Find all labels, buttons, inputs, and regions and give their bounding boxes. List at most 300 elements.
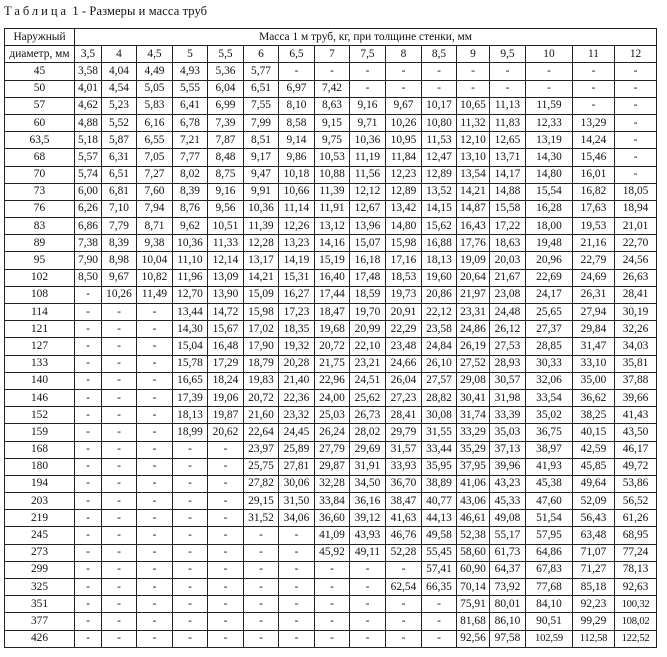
mass-cell: 5,18 xyxy=(75,132,102,149)
mass-cell: 12,89 xyxy=(422,166,457,183)
mass-cell: 11,59 xyxy=(526,97,573,114)
mass-cell: 15,98 xyxy=(244,304,279,321)
mass-cell: 25,65 xyxy=(526,304,573,321)
mass-cell: - xyxy=(244,630,279,647)
thickness-header: 4,5 xyxy=(137,46,173,63)
mass-cell: 86,10 xyxy=(490,613,526,630)
mass-cell: 9,71 xyxy=(350,114,386,131)
mass-cell: 12,89 xyxy=(386,183,422,200)
mass-cell: 20,72 xyxy=(244,389,279,406)
mass-cell: 24,51 xyxy=(350,372,386,389)
mass-cell: 39,66 xyxy=(615,389,657,406)
mass-cell: 122,52 xyxy=(615,630,657,647)
mass-cell: 27,94 xyxy=(573,304,615,321)
table-row xyxy=(5,132,657,149)
mass-cell: 92,56 xyxy=(457,630,490,647)
table-row xyxy=(5,544,657,561)
mass-cell: 12,47 xyxy=(422,149,457,166)
mass-cell: 30,08 xyxy=(422,407,457,424)
mass-cell: - xyxy=(386,63,422,80)
mass-cell: 20,91 xyxy=(386,304,422,321)
mass-cell: 100,32 xyxy=(615,596,657,613)
mass-cell: - xyxy=(615,80,657,97)
mass-cell: 64,86 xyxy=(526,544,573,561)
mass-cell: 5,57 xyxy=(75,149,102,166)
mass-cell: - xyxy=(573,97,615,114)
mass-cell: 9,17 xyxy=(244,149,279,166)
mass-cell: 16,65 xyxy=(173,372,208,389)
mass-cell: 23,21 xyxy=(350,355,386,372)
mass-cell: 8,48 xyxy=(208,149,244,166)
mass-cell: - xyxy=(75,372,102,389)
mass-cell: 27,82 xyxy=(244,475,279,492)
mass-cell: 23,31 xyxy=(457,304,490,321)
mass-cell: 4,93 xyxy=(173,63,208,80)
mass-cell: 11,33 xyxy=(208,235,244,252)
mass-cell: - xyxy=(244,527,279,544)
mass-cell: 26,31 xyxy=(573,286,615,303)
mass-cell: - xyxy=(279,544,315,561)
mass-cell: 13,19 xyxy=(526,132,573,149)
mass-cell: - xyxy=(279,579,315,596)
mass-cell: 9,38 xyxy=(137,235,173,252)
table-row xyxy=(5,493,657,510)
mass-cell: 10,26 xyxy=(102,286,137,303)
mass-cell: 17,16 xyxy=(386,252,422,269)
mass-cell: - xyxy=(102,579,137,596)
diameter-cell: 194 xyxy=(5,475,75,492)
table-row xyxy=(5,407,657,424)
mass-cell: 57,95 xyxy=(526,527,573,544)
mass-cell: 35,95 xyxy=(422,458,457,475)
diameter-cell: 152 xyxy=(5,407,75,424)
thickness-header: 9,5 xyxy=(490,46,526,63)
mass-cell: 29,69 xyxy=(350,441,386,458)
mass-cell: 14,21 xyxy=(457,183,490,200)
mass-cell: 16,48 xyxy=(208,338,244,355)
mass-cell: 24,69 xyxy=(573,269,615,286)
mass-cell: 21,60 xyxy=(244,407,279,424)
mass-cell: 17,39 xyxy=(173,389,208,406)
mass-cell: - xyxy=(279,596,315,613)
mass-cell: 49,58 xyxy=(422,527,457,544)
mass-cell: 26,19 xyxy=(457,338,490,355)
mass-cell: 12,26 xyxy=(279,218,315,235)
mass-cell: - xyxy=(208,579,244,596)
mass-cell: 67,83 xyxy=(526,561,573,578)
mass-cell: 33,39 xyxy=(490,407,526,424)
mass-cell: 24,66 xyxy=(386,355,422,372)
mass-cell: 51,54 xyxy=(526,510,573,527)
mass-cell: 10,36 xyxy=(244,200,279,217)
mass-cell: - xyxy=(137,630,173,647)
mass-cell: 33,54 xyxy=(526,389,573,406)
mass-cell: 11,53 xyxy=(422,132,457,149)
mass-cell: 68,95 xyxy=(615,527,657,544)
mass-cell: - xyxy=(422,80,457,97)
mass-cell: - xyxy=(102,321,137,338)
mass-cell: 22,69 xyxy=(526,269,573,286)
mass-cell: - xyxy=(102,458,137,475)
mass-cell: 7,10 xyxy=(102,200,137,217)
mass-cell: 57,41 xyxy=(422,561,457,578)
mass-cell: 56,43 xyxy=(573,510,615,527)
mass-cell: 19,48 xyxy=(526,235,573,252)
mass-cell: - xyxy=(102,407,137,424)
mass-cell: 22,36 xyxy=(279,389,315,406)
mass-cell: - xyxy=(75,527,102,544)
mass-cell: 84,10 xyxy=(526,596,573,613)
mass-cell: - xyxy=(173,561,208,578)
mass-cell: - xyxy=(137,493,173,510)
thickness-header: 11 xyxy=(573,46,615,63)
mass-cell: 24,45 xyxy=(279,424,315,441)
mass-cell: 7,42 xyxy=(315,80,350,97)
mass-cell: 70,14 xyxy=(457,579,490,596)
mass-cell: 24,56 xyxy=(615,252,657,269)
diameter-cell: 76 xyxy=(5,200,75,217)
mass-cell: 34,06 xyxy=(279,510,315,527)
mass-cell: 35,29 xyxy=(457,441,490,458)
table-row xyxy=(5,441,657,458)
mass-cell: 7,99 xyxy=(244,114,279,131)
mass-cell: - xyxy=(350,63,386,80)
thickness-header: 5 xyxy=(173,46,208,63)
table-row xyxy=(5,200,657,217)
mass-cell: 16,43 xyxy=(457,218,490,235)
mass-cell: 9,91 xyxy=(244,183,279,200)
table-row xyxy=(5,63,657,80)
mass-cell: 7,39 xyxy=(208,114,244,131)
mass-cell: 5,87 xyxy=(102,132,137,149)
mass-cell: 22,10 xyxy=(350,338,386,355)
mass-cell: 11,10 xyxy=(173,252,208,269)
mass-cell: 4,49 xyxy=(137,63,173,80)
mass-cell: - xyxy=(102,441,137,458)
mass-cell: - xyxy=(137,458,173,475)
mass-cell: 81,68 xyxy=(457,613,490,630)
mass-cell: - xyxy=(102,372,137,389)
mass-cell: 49,64 xyxy=(573,475,615,492)
mass-cell: - xyxy=(208,441,244,458)
table-row xyxy=(5,252,657,269)
mass-cell: 6,99 xyxy=(208,97,244,114)
diameter-cell: 168 xyxy=(5,441,75,458)
mass-cell: 36,70 xyxy=(386,475,422,492)
caption-label: Таблица xyxy=(4,4,70,18)
mass-cell: - xyxy=(102,630,137,647)
mass-cell: 38,97 xyxy=(526,441,573,458)
mass-cell: 23,58 xyxy=(422,321,457,338)
diameter-cell: 102 xyxy=(5,269,75,286)
mass-cell: 18,13 xyxy=(422,252,457,269)
mass-cell: 10,51 xyxy=(208,218,244,235)
thickness-header: 7,5 xyxy=(350,46,386,63)
mass-cell: 21,01 xyxy=(615,218,657,235)
mass-cell: - xyxy=(75,510,102,527)
thickness-header: 9 xyxy=(457,46,490,63)
mass-cell: 24,00 xyxy=(315,389,350,406)
mass-cell: 14,88 xyxy=(490,183,526,200)
mass-cell: - xyxy=(208,475,244,492)
mass-cell: 35,02 xyxy=(526,407,573,424)
mass-cell: 6,97 xyxy=(279,80,315,97)
mass-cell: 16,27 xyxy=(279,286,315,303)
mass-cell: 8,10 xyxy=(279,97,315,114)
mass-cell: 7,90 xyxy=(75,252,102,269)
mass-cell: - xyxy=(208,613,244,630)
mass-cell: 6,51 xyxy=(244,80,279,97)
mass-cell: 18,79 xyxy=(244,355,279,372)
mass-cell: 7,55 xyxy=(244,97,279,114)
mass-cell: - xyxy=(102,596,137,613)
mass-cell: - xyxy=(102,527,137,544)
mass-cell: 19,70 xyxy=(350,304,386,321)
mass-cell: 9,62 xyxy=(173,218,208,235)
mass-cell: 7,94 xyxy=(137,200,173,217)
diameter-cell: 140 xyxy=(5,372,75,389)
mass-cell: 22,12 xyxy=(422,304,457,321)
diameter-cell: 83 xyxy=(5,218,75,235)
thickness-header: 8 xyxy=(386,46,422,63)
header-row-2 xyxy=(5,46,657,63)
mass-cell: 15,62 xyxy=(422,218,457,235)
mass-cell: - xyxy=(102,475,137,492)
mass-cell: 5,23 xyxy=(102,97,137,114)
mass-cell: 13,12 xyxy=(315,218,350,235)
mass-cell: 77,24 xyxy=(615,544,657,561)
mass-cell: 16,18 xyxy=(350,252,386,269)
mass-cell: 5,05 xyxy=(137,80,173,97)
mass-cell: - xyxy=(208,493,244,510)
mass-cell: 5,77 xyxy=(244,63,279,80)
mass-cell: - xyxy=(422,613,457,630)
mass-cell: 13,09 xyxy=(208,269,244,286)
mass-cell: 10,36 xyxy=(173,235,208,252)
mass-cell: 10,53 xyxy=(315,149,350,166)
mass-cell: 6,78 xyxy=(173,114,208,131)
mass-cell: 17,90 xyxy=(244,338,279,355)
table-body xyxy=(5,63,657,647)
mass-cell: 10,04 xyxy=(137,252,173,269)
mass-cell: 6,31 xyxy=(102,149,137,166)
mass-cell: 28,93 xyxy=(490,355,526,372)
mass-cell: 71,07 xyxy=(573,544,615,561)
mass-cell: - xyxy=(75,544,102,561)
mass-cell: 10,80 xyxy=(422,114,457,131)
mass-cell: 27,37 xyxy=(526,321,573,338)
mass-cell: 31,50 xyxy=(279,493,315,510)
mass-cell: 23,48 xyxy=(386,338,422,355)
mass-cell: 7,77 xyxy=(173,149,208,166)
mass-cell: 52,38 xyxy=(457,527,490,544)
mass-cell: - xyxy=(102,544,137,561)
mass-cell: 18,24 xyxy=(208,372,244,389)
mass-cell: - xyxy=(137,407,173,424)
diameter-cell: 50 xyxy=(5,80,75,97)
mass-cell: 18,53 xyxy=(386,269,422,286)
diameter-cell: 68 xyxy=(5,149,75,166)
mass-cell: 16,40 xyxy=(315,269,350,286)
mass-cell: 8,02 xyxy=(173,166,208,183)
mass-cell: 47,60 xyxy=(526,493,573,510)
mass-cell: 25,89 xyxy=(279,441,315,458)
mass-cell: - xyxy=(137,304,173,321)
mass-cell: 99,29 xyxy=(573,613,615,630)
mass-cell: 9,75 xyxy=(315,132,350,149)
mass-cell: - xyxy=(350,630,386,647)
mass-cell: 10,95 xyxy=(386,132,422,149)
mass-cell: 45,38 xyxy=(526,475,573,492)
mass-cell: 55,17 xyxy=(490,527,526,544)
mass-cell: 42,59 xyxy=(573,441,615,458)
mass-cell: 45,92 xyxy=(315,544,350,561)
mass-cell: 14,15 xyxy=(422,200,457,217)
table-row xyxy=(5,183,657,200)
mass-cell: - xyxy=(386,613,422,630)
table-caption xyxy=(4,4,207,18)
thickness-header: 10 xyxy=(526,46,573,63)
mass-cell: 64,37 xyxy=(490,561,526,578)
mass-cell: 6,55 xyxy=(137,132,173,149)
mass-cell: 13,54 xyxy=(457,166,490,183)
mass-cell: 10,82 xyxy=(137,269,173,286)
mass-cell: 12,70 xyxy=(173,286,208,303)
mass-cell: 26,10 xyxy=(422,355,457,372)
diameter-header-bottom: диаметр, мм xyxy=(5,46,75,63)
mass-cell: 18,05 xyxy=(615,183,657,200)
diameter-cell: 377 xyxy=(5,613,75,630)
mass-cell: - xyxy=(173,458,208,475)
mass-cell: 7,79 xyxy=(102,218,137,235)
mass-cell: - xyxy=(315,630,350,647)
mass-cell: 12,67 xyxy=(350,200,386,217)
table-row xyxy=(5,596,657,613)
mass-cell: - xyxy=(422,63,457,80)
mass-cell: - xyxy=(75,458,102,475)
diameter-cell: 180 xyxy=(5,458,75,475)
mass-cell: 15,07 xyxy=(350,235,386,252)
mass-cell: 46,61 xyxy=(457,510,490,527)
mass-cell: 32,26 xyxy=(615,321,657,338)
mass-cell: 22,64 xyxy=(244,424,279,441)
mass-cell: 33,93 xyxy=(386,458,422,475)
table-row xyxy=(5,458,657,475)
mass-cell: - xyxy=(315,63,350,80)
table-row xyxy=(5,475,657,492)
mass-cell: - xyxy=(137,338,173,355)
mass-cell: 19,32 xyxy=(279,338,315,355)
mass-cell: - xyxy=(75,630,102,647)
mass-cell: 14,24 xyxy=(573,132,615,149)
table-row xyxy=(5,613,657,630)
mass-cell: 5,52 xyxy=(102,114,137,131)
mass-cell: 31,74 xyxy=(457,407,490,424)
mass-cell: 16,82 xyxy=(573,183,615,200)
diameter-cell: 95 xyxy=(5,252,75,269)
mass-cell: 11,32 xyxy=(457,114,490,131)
mass-cell: 14,30 xyxy=(526,149,573,166)
mass-cell: - xyxy=(279,527,315,544)
mass-cell: 37,13 xyxy=(490,441,526,458)
mass-cell: 19,53 xyxy=(573,218,615,235)
mass-cell: 36,60 xyxy=(315,510,350,527)
mass-cell: - xyxy=(173,441,208,458)
mass-cell: 14,80 xyxy=(386,218,422,235)
mass-cell: 18,35 xyxy=(279,321,315,338)
mass-cell: 20,64 xyxy=(457,269,490,286)
mass-cell: 30,41 xyxy=(457,389,490,406)
mass-cell: 71,27 xyxy=(573,561,615,578)
mass-cell: 43,23 xyxy=(490,475,526,492)
mass-cell: 77,68 xyxy=(526,579,573,596)
mass-cell: 26,04 xyxy=(386,372,422,389)
table-row xyxy=(5,338,657,355)
diameter-cell: 146 xyxy=(5,389,75,406)
mass-cell: - xyxy=(137,475,173,492)
mass-cell: 17,22 xyxy=(490,218,526,235)
diameter-cell: 108 xyxy=(5,286,75,303)
mass-cell: - xyxy=(279,63,315,80)
mass-cell: 6,41 xyxy=(173,97,208,114)
mass-cell: 9,15 xyxy=(315,114,350,131)
mass-cell: - xyxy=(102,355,137,372)
mass-cell: 28,02 xyxy=(350,424,386,441)
mass-cell: 11,84 xyxy=(386,149,422,166)
mass-cell: - xyxy=(573,80,615,97)
mass-cell: - xyxy=(386,596,422,613)
mass-cell: 29,08 xyxy=(457,372,490,389)
mass-cell: 24,86 xyxy=(457,321,490,338)
mass-cell: - xyxy=(137,596,173,613)
mass-cell: - xyxy=(75,441,102,458)
mass-cell: 43,50 xyxy=(615,424,657,441)
mass-cell: 17,02 xyxy=(244,321,279,338)
mass-cell: 28,82 xyxy=(422,389,457,406)
diameter-cell: 273 xyxy=(5,544,75,561)
mass-cell: 8,50 xyxy=(75,269,102,286)
mass-cell: 12,12 xyxy=(350,183,386,200)
mass-cell: 15,54 xyxy=(526,183,573,200)
mass-cell: - xyxy=(350,613,386,630)
mass-cell: 6,00 xyxy=(75,183,102,200)
mass-cell: - xyxy=(173,493,208,510)
mass-cell: 11,39 xyxy=(315,183,350,200)
mass-cell: 61,26 xyxy=(615,510,657,527)
diameter-cell: 70 xyxy=(5,166,75,183)
mass-cell: - xyxy=(208,527,244,544)
mass-cell: 35,00 xyxy=(573,372,615,389)
mass-cell: - xyxy=(173,596,208,613)
table-row xyxy=(5,389,657,406)
mass-cell: 33,44 xyxy=(422,441,457,458)
mass-cell: 13,10 xyxy=(457,149,490,166)
table-row xyxy=(5,321,657,338)
mass-cell: 44,13 xyxy=(422,510,457,527)
mass-cell: 92,23 xyxy=(573,596,615,613)
diameter-cell: 351 xyxy=(5,596,75,613)
mass-cell: 18,00 xyxy=(526,218,573,235)
mass-cell: - xyxy=(244,596,279,613)
mass-cell: - xyxy=(137,321,173,338)
mass-cell: 9,16 xyxy=(208,183,244,200)
mass-cell: - xyxy=(457,80,490,97)
mass-cell: 3,58 xyxy=(75,63,102,80)
mass-cell: 8,75 xyxy=(208,166,244,183)
mass-cell: 14,30 xyxy=(173,321,208,338)
mass-cell: 24,17 xyxy=(526,286,573,303)
mass-cell: - xyxy=(75,338,102,355)
